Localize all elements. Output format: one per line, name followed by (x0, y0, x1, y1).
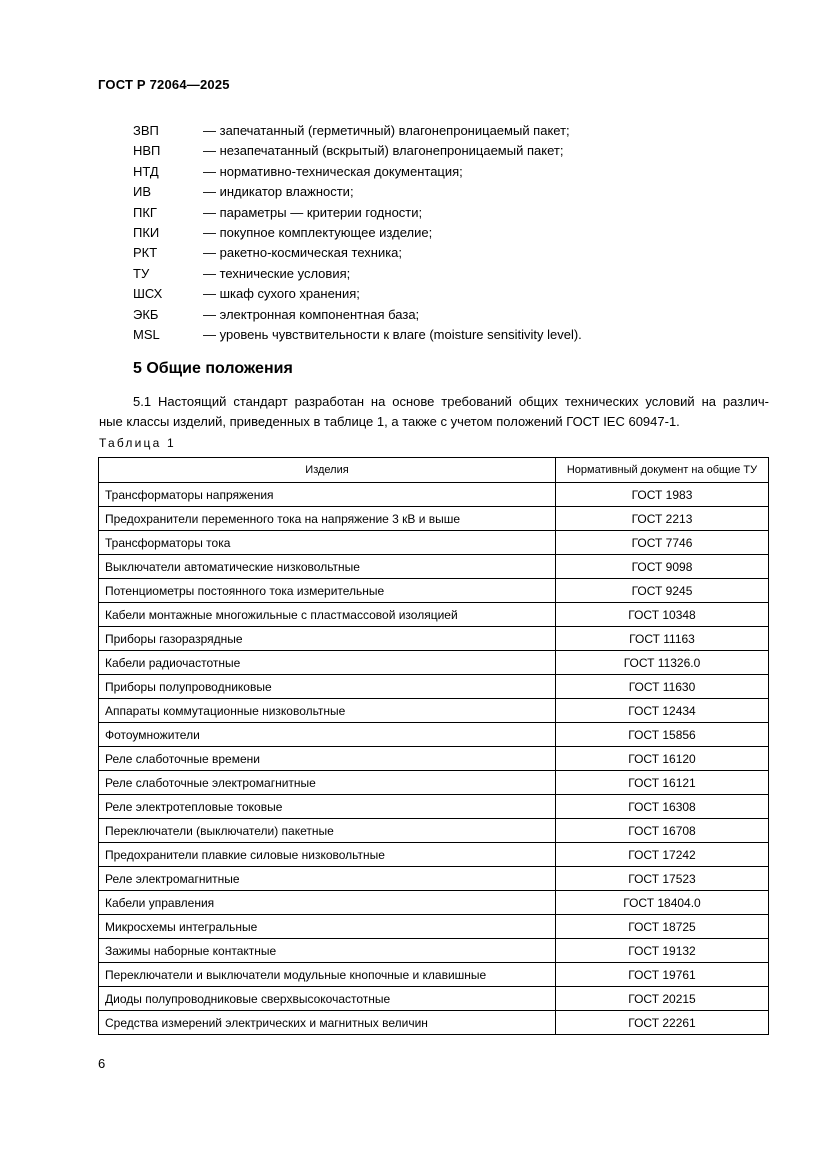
abbreviation-definition: — запечатанный (герметичный) влагонепроницаемый пакет; (203, 123, 570, 138)
abbreviation-key: НВП (133, 143, 161, 159)
standard-cell: ГОСТ 7746 (556, 531, 769, 555)
abbreviation-definition: — шкаф сухого хранения; (203, 286, 360, 302)
product-cell: Приборы полупроводниковые (99, 675, 556, 699)
table-row (99, 555, 769, 579)
abbreviation-key: ШСХ (133, 286, 163, 302)
paragraph-line: ные классы изделий, приведенных в таблице 1, а также с учетом положений ГОСТ IEC 60947-1. (99, 413, 680, 429)
table-row (99, 819, 769, 843)
abbreviation-key: MSL (133, 326, 160, 342)
table-caption: Таблица 1 (99, 436, 176, 450)
product-cell: Выключатели автоматические низковольтные (99, 555, 556, 579)
product-cell: Переключатели и выключатели модульные кнопочные и клавишные (99, 963, 556, 987)
product-cell: Средства измерений электрических и магнитных величин (99, 1011, 556, 1035)
abbreviation-list (133, 121, 582, 345)
product-cell: Диоды полупроводниковые сверхвысокочастотные (99, 987, 556, 1011)
abbreviation-key: НТД (133, 163, 159, 179)
product-cell: Приборы газоразрядные (99, 627, 556, 651)
table-row (99, 795, 769, 819)
standard-cell: ГОСТ 2213 (556, 507, 769, 531)
table-row (99, 963, 769, 987)
abbreviation-key: ТУ (133, 265, 150, 281)
abbreviation-item (133, 284, 582, 304)
table-row (99, 1011, 769, 1035)
abbreviation-item (133, 121, 582, 141)
standard-cell: ГОСТ 11630 (556, 675, 769, 699)
abbreviation-item (133, 305, 582, 325)
standard-cell: ГОСТ 9245 (556, 579, 769, 603)
section-paragraph (99, 392, 769, 431)
document-header: ГОСТ Р 72064—2025 (98, 77, 230, 92)
abbreviation-item (133, 223, 582, 243)
abbreviation-item (133, 182, 582, 202)
table-row (99, 987, 769, 1011)
standard-cell: ГОСТ 20215 (556, 987, 769, 1011)
abbreviation-key: ПКГ (133, 204, 157, 220)
standard-cell: ГОСТ 16708 (556, 819, 769, 843)
table-row (99, 651, 769, 675)
standard-cell: ГОСТ 19132 (556, 939, 769, 963)
product-cell: Трансформаторы тока (99, 531, 556, 555)
abbreviation-item (133, 243, 582, 263)
column-header-normative-doc: Нормативный документ на общие ТУ (556, 458, 769, 483)
standard-cell: ГОСТ 15856 (556, 723, 769, 747)
product-cell: Кабели управления (99, 891, 556, 915)
table-row (99, 843, 769, 867)
product-cell: Реле слаботочные времени (99, 747, 556, 771)
table-row (99, 723, 769, 747)
product-cell: Кабели радиочастотные (99, 651, 556, 675)
abbreviation-definition: — параметры — критерии годности; (203, 204, 423, 220)
table-row (99, 771, 769, 795)
abbreviation-item (133, 264, 582, 284)
table-row (99, 603, 769, 627)
table-row (99, 579, 769, 603)
table-row (99, 627, 769, 651)
table-header-row (99, 458, 769, 483)
abbreviation-definition: — индикатор влажности; (203, 184, 354, 200)
table-row (99, 915, 769, 939)
abbreviation-item (133, 162, 582, 182)
table-row (99, 531, 769, 555)
product-cell: Переключатели (выключатели) пакетные (99, 819, 556, 843)
product-cell: Реле электромагнитные (99, 867, 556, 891)
abbreviation-definition: — технические условия; (203, 265, 351, 281)
abbreviation-definition: — ракетно-космическая техника; (203, 245, 403, 261)
section-title: 5 Общие положения (133, 360, 293, 377)
standard-cell: ГОСТ 11163 (556, 627, 769, 651)
product-cell: Реле электротепловые токовые (99, 795, 556, 819)
table-row (99, 483, 769, 507)
abbreviation-item (133, 325, 582, 345)
column-header-products: Изделия (99, 458, 556, 483)
abbreviation-key: ЭКБ (133, 306, 159, 322)
standard-cell: ГОСТ 17242 (556, 843, 769, 867)
table-row (99, 507, 769, 531)
standard-cell: ГОСТ 16120 (556, 747, 769, 771)
abbreviation-key: РКТ (133, 245, 158, 261)
product-cell: Трансформаторы напряжения (99, 483, 556, 507)
table-row (99, 699, 769, 723)
standard-cell: ГОСТ 16121 (556, 771, 769, 795)
abbreviation-definition: — незапечатанный (вскрытый) влагонепроницаемый пакет; (203, 143, 564, 159)
paragraph-line: 5.1 Настоящий стандарт разработан на основе требований общих технических условий на различ- (133, 394, 769, 409)
abbreviation-definition: — электронная компонентная база; (203, 306, 420, 322)
standard-cell: ГОСТ 11326.0 (556, 651, 769, 675)
table-row (99, 675, 769, 699)
abbreviation-key: ИВ (133, 184, 152, 200)
standard-cell: ГОСТ 19761 (556, 963, 769, 987)
standard-cell: ГОСТ 9098 (556, 555, 769, 579)
abbreviation-item (133, 141, 582, 161)
abbreviation-key: ПКИ (133, 224, 160, 240)
standard-cell: ГОСТ 22261 (556, 1011, 769, 1035)
standard-cell: ГОСТ 16308 (556, 795, 769, 819)
abbreviation-item (133, 203, 582, 223)
table-row (99, 867, 769, 891)
standard-cell: ГОСТ 1983 (556, 483, 769, 507)
page-number: 6 (98, 1056, 106, 1071)
table-row (99, 747, 769, 771)
product-cell: Потенциометры постоянного тока измерительные (99, 579, 556, 603)
standard-cell: ГОСТ 12434 (556, 699, 769, 723)
standard-cell: ГОСТ 18404.0 (556, 891, 769, 915)
standards-table (98, 457, 769, 1035)
standard-cell: ГОСТ 18725 (556, 915, 769, 939)
product-cell: Аппараты коммутационные низковольтные (99, 699, 556, 723)
table-row (99, 939, 769, 963)
abbreviation-key: ЗВП (133, 123, 159, 138)
product-cell: Зажимы наборные контактные (99, 939, 556, 963)
product-cell: Предохранители переменного тока на напряжение 3 кВ и выше (99, 507, 556, 531)
product-cell: Кабели монтажные многожильные с пластмассовой изоляцией (99, 603, 556, 627)
standard-cell: ГОСТ 17523 (556, 867, 769, 891)
product-cell: Микросхемы интегральные (99, 915, 556, 939)
abbreviation-definition: — нормативно-техническая документация; (203, 163, 463, 179)
product-cell: Реле слаботочные электромагнитные (99, 771, 556, 795)
abbreviation-definition: — покупное комплектующее изделие; (203, 224, 433, 240)
product-cell: Фотоумножители (99, 723, 556, 747)
product-cell: Предохранители плавкие силовые низковольтные (99, 843, 556, 867)
abbreviation-definition: — уровень чувствительности к влаге (moisture sensitivity level). (203, 326, 582, 342)
table-row (99, 891, 769, 915)
standard-cell: ГОСТ 10348 (556, 603, 769, 627)
